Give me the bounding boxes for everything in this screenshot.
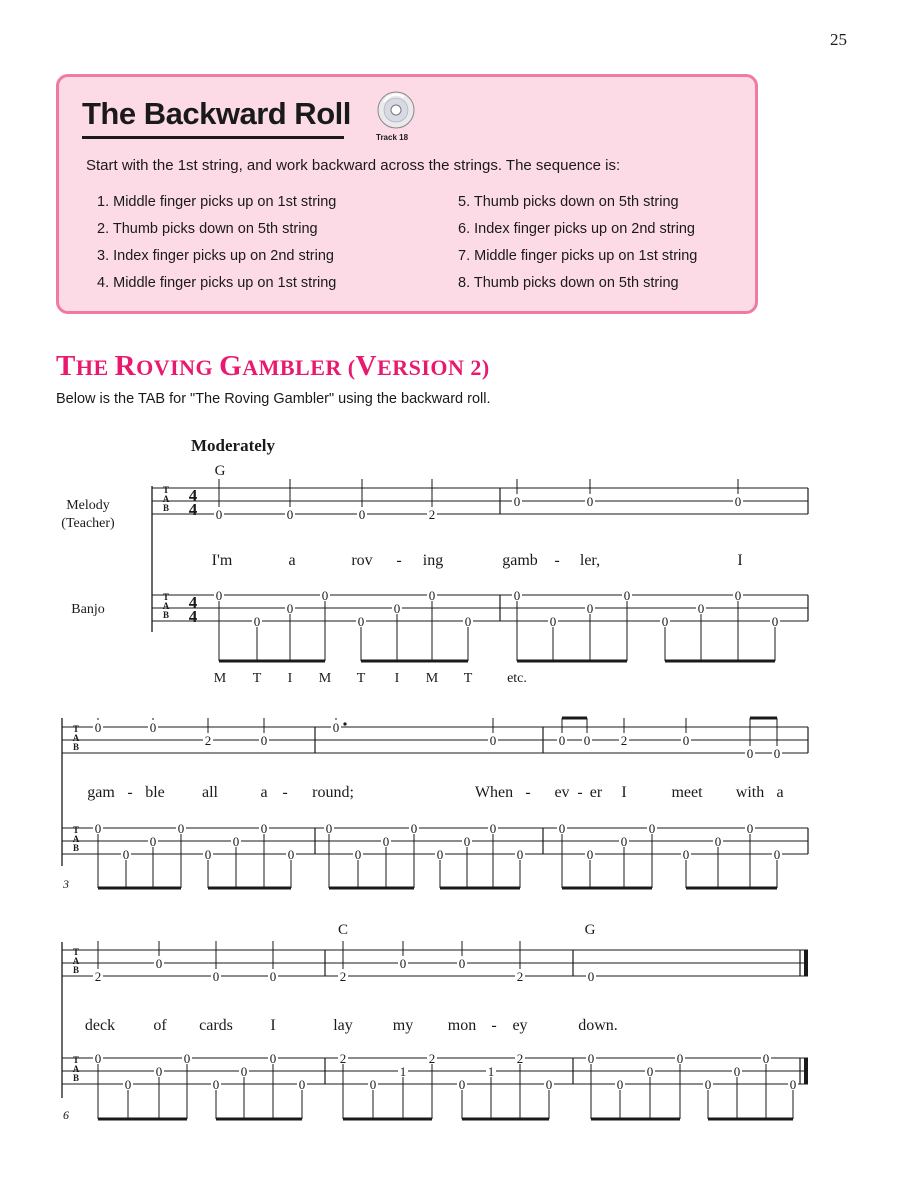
lyric-word: of xyxy=(153,1017,167,1034)
tempo-marking: Moderately xyxy=(190,436,276,455)
banjo-fret: 0 xyxy=(464,614,472,629)
banjo-fret: 0 xyxy=(616,1077,624,1092)
time-signature: 4 xyxy=(188,593,198,612)
banjo-fret: 0 xyxy=(697,601,705,616)
banjo-fret: 0 xyxy=(586,601,594,616)
beam xyxy=(98,887,181,890)
beam xyxy=(219,660,325,663)
banjo-fret: 0 xyxy=(183,1051,191,1066)
banjo-fret: 0 xyxy=(354,847,362,862)
page-number: 25 xyxy=(830,30,847,49)
lyric-word: a xyxy=(288,552,296,569)
lyric-word: mon xyxy=(447,1017,477,1034)
finger-letter: T xyxy=(356,671,366,686)
title-part: ERSION 2) xyxy=(377,355,490,380)
measure-number: 6 xyxy=(63,1108,69,1122)
melody-fret: 0 xyxy=(332,720,340,735)
banjo-fret: 0 xyxy=(789,1077,797,1092)
banjo-fret: 0 xyxy=(321,588,329,603)
banjo-fret: 0 xyxy=(516,847,524,862)
banjo-fret: 0 xyxy=(676,1051,684,1066)
banjo-fret: 1 xyxy=(399,1064,407,1079)
lyric-word: all xyxy=(202,784,218,801)
step-5: 5. Thumb picks down on 5th string xyxy=(458,194,679,210)
title-part: AMBLER ( xyxy=(242,355,356,380)
melody-fret: 2 xyxy=(516,969,524,984)
tab-clef-letter: A xyxy=(162,601,170,611)
lyric-word: gamb xyxy=(502,552,538,569)
finger-letter: M xyxy=(213,671,227,686)
banjo-fret: 0 xyxy=(369,1077,377,1092)
step-2: 2. Thumb picks down on 5th string xyxy=(97,221,318,237)
banjo-fret: 0 xyxy=(762,1051,770,1066)
beam xyxy=(591,1118,680,1121)
tab-clef-letter: A xyxy=(72,733,80,743)
melody-fret: 0 xyxy=(489,733,497,748)
banjo-fret: 0 xyxy=(124,1077,132,1092)
tab-clef-letter: B xyxy=(72,742,80,752)
lyric-word: ev xyxy=(554,784,570,801)
banjo-fret: 0 xyxy=(734,588,742,603)
melody-fret: 0 xyxy=(734,494,742,509)
beam xyxy=(440,887,520,890)
lyric-word: gam xyxy=(87,784,115,801)
lyric-word: I xyxy=(621,784,627,801)
time-signature: 4 xyxy=(188,607,198,626)
banjo-fret: 0 xyxy=(428,588,436,603)
lyric-word: deck xyxy=(84,1017,116,1034)
banjo-fret: 1 xyxy=(487,1064,495,1079)
banjo-fret: 0 xyxy=(646,1064,654,1079)
title-part: HE xyxy=(75,355,115,380)
lyric-word: er xyxy=(589,784,603,801)
banjo-fret: 0 xyxy=(733,1064,741,1079)
title-part: R xyxy=(114,350,137,382)
melody-fret: 0 xyxy=(587,969,595,984)
beam xyxy=(329,887,414,890)
beam xyxy=(686,887,777,890)
lyric-word: a xyxy=(776,784,784,801)
tab-clef-letter: T xyxy=(72,947,80,957)
lyric-word: with xyxy=(735,784,765,801)
melody-fret: 0 xyxy=(286,507,294,522)
title-part: T xyxy=(56,350,76,382)
lyric-word: I xyxy=(737,552,743,569)
lyric-word: - xyxy=(127,784,133,801)
melody-fret: 0 xyxy=(358,507,366,522)
melody-fret: 0 xyxy=(212,969,220,984)
melody-fret: 0 xyxy=(215,507,223,522)
banjo-fret: 0 xyxy=(549,614,557,629)
banjo-fret: 0 xyxy=(648,821,656,836)
title-part: V xyxy=(355,350,378,382)
tab-clef-letter: T xyxy=(162,485,170,495)
banjo-fret: 0 xyxy=(212,1077,220,1092)
melody-fret: 2 xyxy=(94,969,102,984)
banjo-fret: 0 xyxy=(587,1051,595,1066)
lyric-word: - xyxy=(491,1017,497,1034)
banjo-fret: 0 xyxy=(240,1064,248,1079)
banjo-fret: 0 xyxy=(623,588,631,603)
melody-label: Melody xyxy=(66,498,110,513)
melody-fret: 0 xyxy=(513,494,521,509)
banjo-fret: 0 xyxy=(325,821,333,836)
finger-letter: M xyxy=(318,671,332,686)
lyric-word: ble xyxy=(145,784,165,801)
melody-fret: 2 xyxy=(204,733,212,748)
banjo-fret: 0 xyxy=(661,614,669,629)
tab-clef-letter: T xyxy=(72,1055,80,1065)
beam xyxy=(665,660,775,663)
tab-clef-letter: B xyxy=(72,1073,80,1083)
lyric-word: When xyxy=(474,784,514,801)
lyric-word: meet xyxy=(671,784,703,801)
lyric-word: I'm xyxy=(211,552,233,569)
beam xyxy=(98,1118,187,1121)
banjo-fret: 0 xyxy=(260,821,268,836)
measure-number: 3 xyxy=(63,877,69,891)
melody-fret: 0 xyxy=(399,956,407,971)
banjo-label: Banjo xyxy=(71,602,105,617)
banjo-fret: 0 xyxy=(382,834,390,849)
banjo-fret: 0 xyxy=(253,614,261,629)
melody-fret: 2 xyxy=(428,507,436,522)
banjo-fret: 0 xyxy=(149,834,157,849)
banjo-fret: 0 xyxy=(357,614,365,629)
lyric-word: ing xyxy=(422,552,444,569)
beam xyxy=(708,1118,793,1121)
time-signature: 4 xyxy=(188,500,198,519)
banjo-fret: 0 xyxy=(513,588,521,603)
banjo-fret: 0 xyxy=(122,847,130,862)
song-description: Below is the TAB for "The Roving Gambler" using the backward roll. xyxy=(56,391,491,407)
step-7: 7. Middle finger picks up on 1st string xyxy=(458,248,698,264)
lyric-word: I xyxy=(270,1017,276,1034)
banjo-fret: 0 xyxy=(436,847,444,862)
melody-fret: 0 xyxy=(586,494,594,509)
finger-etc: etc. xyxy=(507,671,527,686)
lyric-word: - xyxy=(396,552,402,569)
banjo-fret: 2 xyxy=(339,1051,347,1066)
banjo-fret: 0 xyxy=(586,847,594,862)
banjo-fret: 0 xyxy=(177,821,185,836)
beam xyxy=(562,887,652,890)
melody-label: (Teacher) xyxy=(61,516,115,531)
banjo-fret: 0 xyxy=(393,601,401,616)
finger-letter: T xyxy=(463,671,473,686)
banjo-fret: 0 xyxy=(269,1051,277,1066)
time-signature: 4 xyxy=(188,486,198,505)
dot xyxy=(343,722,346,725)
box-title: The Backward Roll xyxy=(82,96,351,131)
chord-symbol: G xyxy=(214,463,226,479)
banjo-fret: 0 xyxy=(298,1077,306,1092)
banjo-fret: 0 xyxy=(545,1077,553,1092)
beam xyxy=(343,1118,432,1121)
lyric-word: cards xyxy=(199,1017,233,1034)
step-8: 8. Thumb picks down on 5th string xyxy=(458,275,679,291)
banjo-fret: 0 xyxy=(215,588,223,603)
lyric-word: round; xyxy=(312,784,354,801)
melody-fret: 0 xyxy=(558,733,566,748)
tab-clef-letter: T xyxy=(162,592,170,602)
banjo-fret: 0 xyxy=(746,821,754,836)
step-1: 1. Middle finger picks up on 1st string xyxy=(97,194,337,210)
beam xyxy=(216,1118,302,1121)
banjo-fret: 0 xyxy=(458,1077,466,1092)
banjo-fret: 0 xyxy=(714,834,722,849)
banjo-fret: 0 xyxy=(204,847,212,862)
tab-clef-letter: B xyxy=(162,610,170,620)
melody-fret: 0 xyxy=(155,956,163,971)
melody-fret: 0 xyxy=(260,733,268,748)
banjo-fret: 0 xyxy=(489,821,497,836)
lyric-word: - xyxy=(577,784,583,801)
tab-clef-letter: B xyxy=(162,503,170,513)
title-part: OVING xyxy=(136,355,220,380)
tab-clef-letter: B xyxy=(72,965,80,975)
lyric-word: down. xyxy=(578,1017,618,1034)
step-4: 4. Middle finger picks up on 1st string xyxy=(97,275,337,291)
track-label: Track 18 xyxy=(376,133,409,142)
banjo-fret: 0 xyxy=(155,1064,163,1079)
banjo-fret: 0 xyxy=(771,614,779,629)
banjo-fret: 0 xyxy=(704,1077,712,1092)
lyric-word: my xyxy=(392,1017,414,1034)
lyric-word: ler, xyxy=(579,552,601,569)
box-intro: Start with the 1st string, and work backward across the strings. The sequence is: xyxy=(86,157,621,174)
banjo-fret: 0 xyxy=(94,1051,102,1066)
melody-fret: 2 xyxy=(620,733,628,748)
banjo-fret: 0 xyxy=(558,821,566,836)
banjo-fret: 0 xyxy=(94,821,102,836)
beam xyxy=(361,660,468,663)
tab-clef-letter: T xyxy=(72,724,80,734)
melody-fret: 0 xyxy=(682,733,690,748)
beam xyxy=(462,1118,549,1121)
tab-clef-letter: A xyxy=(72,834,80,844)
melody-fret: 0 xyxy=(773,746,781,761)
beam xyxy=(562,717,587,720)
tab-clef-letter: B xyxy=(72,843,80,853)
banjo-fret: 0 xyxy=(620,834,628,849)
step-3: 3. Index finger picks up on 2nd string xyxy=(97,248,334,264)
banjo-fret: 0 xyxy=(232,834,240,849)
melody-fret: 2 xyxy=(339,969,347,984)
beam xyxy=(208,887,291,890)
lyric-word: ey xyxy=(512,1017,528,1034)
tab-clef-letter: A xyxy=(72,956,80,966)
lyric-word: - xyxy=(282,784,288,801)
melody-fret: 0 xyxy=(746,746,754,761)
melody-fret: 0 xyxy=(269,969,277,984)
banjo-fret: 0 xyxy=(682,847,690,862)
banjo-fret: 2 xyxy=(516,1051,524,1066)
banjo-fret: 0 xyxy=(286,601,294,616)
finger-letter: M xyxy=(425,671,439,686)
banjo-fret: 0 xyxy=(287,847,295,862)
chord-symbol: C xyxy=(337,922,349,938)
lyric-word: - xyxy=(525,784,531,801)
melody-fret: 0 xyxy=(458,956,466,971)
banjo-fret: 0 xyxy=(410,821,418,836)
lyric-word: a xyxy=(260,784,268,801)
finger-letter: I xyxy=(394,671,400,686)
tab-clef-letter: T xyxy=(72,825,80,835)
tab-clef-letter: A xyxy=(162,494,170,504)
banjo-fret: 2 xyxy=(428,1051,436,1066)
finger-letter: T xyxy=(252,671,262,686)
chord-symbol: G xyxy=(584,922,596,938)
beam xyxy=(750,717,777,720)
lyric-word: rov xyxy=(351,552,373,569)
step-6: 6. Index finger picks up on 2nd string xyxy=(458,221,695,237)
melody-fret: 0 xyxy=(94,720,102,735)
title-part: G xyxy=(219,350,243,382)
finger-letter: I xyxy=(287,671,293,686)
melody-fret: 0 xyxy=(583,733,591,748)
tab-clef-letter: A xyxy=(72,1064,80,1074)
lyric-word: - xyxy=(554,552,560,569)
beam xyxy=(517,660,627,663)
banjo-fret: 0 xyxy=(463,834,471,849)
banjo-fret: 0 xyxy=(773,847,781,862)
melody-fret: 0 xyxy=(149,720,157,735)
lyric-word: lay xyxy=(333,1017,353,1034)
